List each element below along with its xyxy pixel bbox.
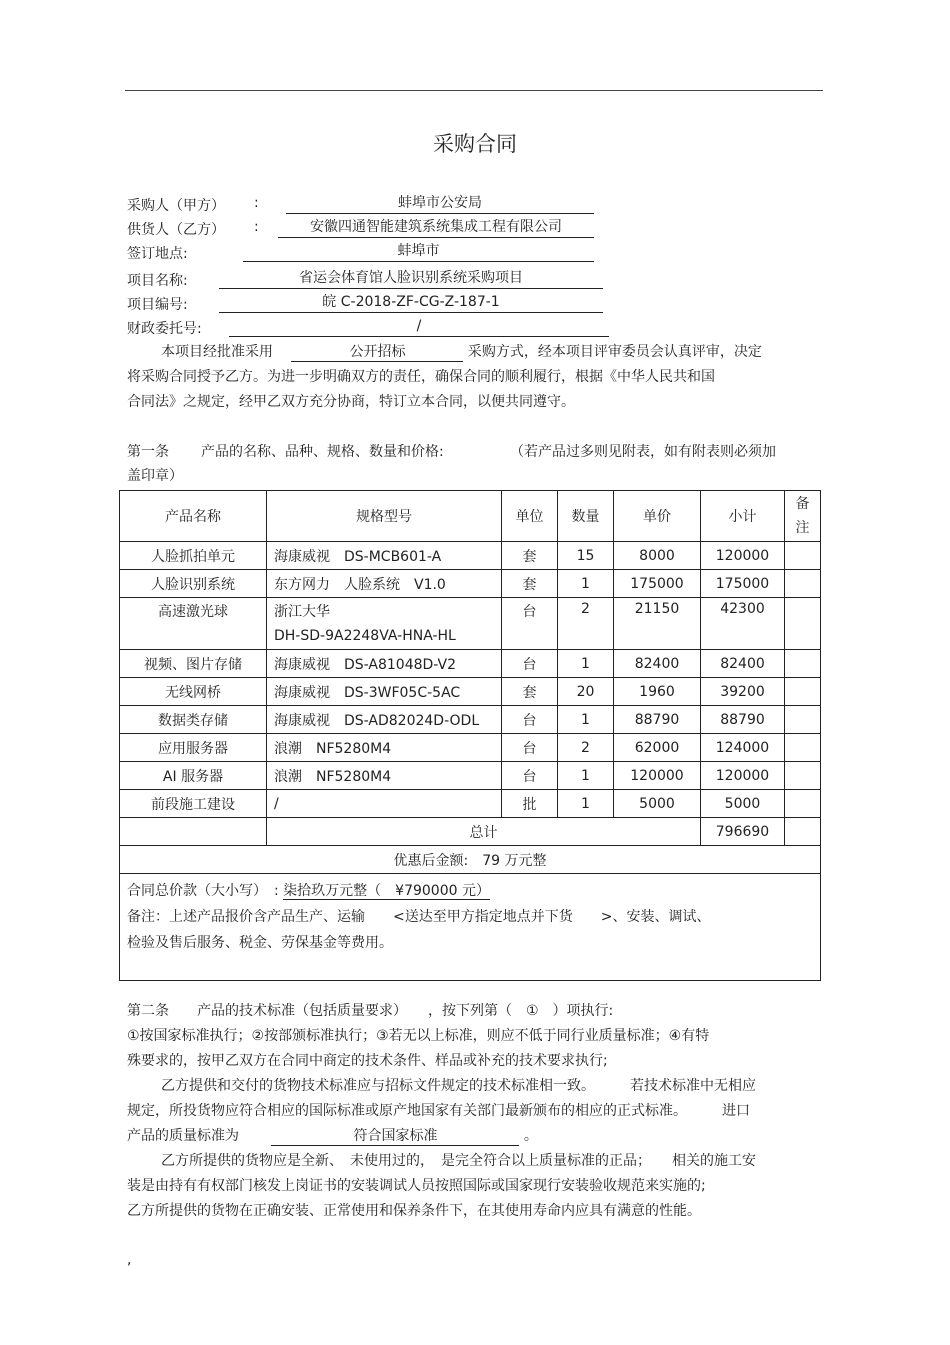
table-row: [120, 762, 821, 790]
cell-spec: /: [267, 790, 502, 818]
contract-total-label: 合同总价款（大小写） :: [127, 883, 279, 899]
cell-qty: 2: [558, 598, 614, 650]
goods-table: [119, 490, 821, 981]
discount-amount: 优惠后金额: 79 万元整: [120, 846, 821, 874]
cell-qty: 1: [558, 706, 614, 734]
cell-name: 数据类存储: [120, 706, 267, 734]
cell-qty: 1: [558, 650, 614, 678]
cell-subtotal: 39200: [701, 678, 785, 706]
table-row: [120, 598, 821, 650]
table-row: [120, 650, 821, 678]
article2-line-9: 乙方所提供的货物在正确安装、正常使用和保养条件下，在其使用寿命内应具有满意的性能。: [127, 1203, 701, 1219]
col-header-price: 单价: [614, 491, 701, 542]
field-value-place: 蚌埠市: [243, 241, 594, 262]
col-header-subtotal: 小计: [701, 491, 785, 542]
cell-subtotal: 5000: [701, 790, 785, 818]
article2-line-7: 乙方所提供的货物应是全新、 未使用过的， 是完全符合以上质量标准的正品； 相关的施工安: [161, 1153, 756, 1169]
price-notes: [120, 874, 821, 981]
cell-qty: 20: [558, 678, 614, 706]
standard-end: 。: [523, 1128, 538, 1144]
cell-unit: 套: [502, 678, 558, 706]
cell-subtotal: 175000: [701, 570, 785, 598]
cell-unit: 台: [502, 762, 558, 790]
cell-name: 人脸识别系统: [120, 570, 267, 598]
table-row: [120, 734, 821, 762]
cell-spec: 浪潮 NF5280M4: [267, 734, 502, 762]
cell-name: 应用服务器: [120, 734, 267, 762]
cell-price: 1960: [614, 678, 701, 706]
cell-subtotal: 120000: [701, 762, 785, 790]
cell-qty: 1: [558, 762, 614, 790]
standard-label: 产品的质量标准为: [127, 1128, 239, 1144]
intro-post: 采购方式，经本项目评审委员会认真评审，决定: [467, 344, 762, 360]
cell-unit: 套: [502, 570, 558, 598]
cell-qty: 15: [558, 542, 614, 570]
cell-spec-line2: DH-SD-9A2248VA-HNA-HL: [274, 627, 456, 644]
article1-text: 产品的名称、品种、规格、数量和价格:: [201, 444, 444, 460]
contract-total-value: 柒拾玖万元整（ ¥790000 元）: [283, 883, 490, 899]
cell-unit: 台: [502, 706, 558, 734]
intro-line-1: [161, 340, 762, 365]
table-row: [120, 706, 821, 734]
intro-line-2: 将采购合同授予乙方。为进一步明确双方的责任，确保合同的顺利履行，根据《中华人民共和国: [127, 369, 715, 385]
table-row: [120, 542, 821, 570]
field-colon: :: [254, 219, 259, 235]
cell-spec: 海康威视 DS-AD82024D-ODL: [267, 706, 502, 734]
cell-name: 前段施工建设: [120, 790, 267, 818]
cell-price: 120000: [614, 762, 701, 790]
cell-remark: [785, 650, 821, 678]
remark-char-1: 备: [795, 496, 810, 512]
field-value-project-no: 皖 C-2018-ZF-CG-Z-187-1: [219, 292, 603, 313]
field-label-supplier: 供货人（乙方）: [127, 222, 225, 238]
discount-row: [120, 846, 821, 874]
footer-mark: ,: [127, 1252, 132, 1268]
cell-spec: 海康威视 DS-3WF05C-5AC: [267, 678, 502, 706]
cell-name: 高速激光球: [120, 598, 267, 650]
intro-line-3: 合同法》之规定，经甲乙双方充分协商，特订立本合同，以便共同遵守。: [127, 394, 575, 410]
article1-heading: 第一条: [127, 444, 169, 460]
remark-line-1: 备注：上述产品报价含产品生产、运输 <送达至甲方指定地点并下货 >、安装、调试、: [127, 909, 711, 925]
cell-remark: [785, 818, 821, 846]
field-value-supplier: 安徽四通智能建筑系统集成工程有限公司: [278, 217, 594, 238]
cell-name: 视频、图片存储: [120, 650, 267, 678]
cell-unit: 台: [502, 734, 558, 762]
cell-subtotal: 88790: [701, 706, 785, 734]
cell-price: 8000: [614, 542, 701, 570]
cell-price: 62000: [614, 734, 701, 762]
cell-subtotal: 124000: [701, 734, 785, 762]
field-label-finance-no: 财政委托号:: [127, 321, 202, 337]
cell-unit: 台: [502, 650, 558, 678]
remark-char-2: 注: [795, 520, 810, 536]
cell-spec: 海康威视 DS-A81048D-V2: [267, 650, 502, 678]
article1-note-cont: 盖印章）: [127, 468, 183, 484]
article2-line-3: 殊要求的，按甲乙双方在合同中商定的技术条件、样品或补充的技术要求执行;: [127, 1053, 608, 1069]
field-value-finance-no: /: [229, 316, 609, 337]
table-row: [120, 790, 821, 818]
article2-line-2: ①按国家标准执行；②按部颁标准执行；③若无以上标准，则应不低于同行业质量标准；④有特: [127, 1028, 710, 1044]
cell-subtotal: 42300: [701, 598, 785, 650]
cell-qty: 2: [558, 734, 614, 762]
cell-spec: 海康威视 DS-MCB601-A: [267, 542, 502, 570]
intro-method: 公开招标: [291, 343, 463, 362]
cell-remark: [785, 734, 821, 762]
col-header-unit: 单位: [502, 491, 558, 542]
cell-name: 无线网桥: [120, 678, 267, 706]
cell-spec: 东方网力 人脸系统 V1.0: [267, 570, 502, 598]
cell-subtotal: 120000: [701, 542, 785, 570]
price-notes-row: [120, 874, 821, 981]
cell-spec: 浪潮 NF5280M4: [267, 762, 502, 790]
cell-remark: [785, 706, 821, 734]
cell-qty: 1: [558, 570, 614, 598]
article1-note: （若产品过多则见附表，如有附表则必须加: [510, 444, 776, 460]
cell-qty: 1: [558, 790, 614, 818]
field-label-place: 签订地点:: [127, 246, 188, 262]
cell-unit: 批: [502, 790, 558, 818]
cell-spec: [267, 598, 502, 650]
total-label: 总计: [267, 818, 701, 846]
col-header-remark: [785, 491, 821, 542]
col-header-spec: 规格型号: [267, 491, 502, 542]
field-value-buyer: 蚌埠市公安局: [286, 193, 594, 214]
cell-price: 21150: [614, 598, 701, 650]
page-title: 采购合同: [433, 132, 517, 156]
cell-unit: 套: [502, 542, 558, 570]
standard-value: 符合国家标准: [271, 1127, 519, 1146]
cell-name: AI 服务器: [120, 762, 267, 790]
cell-price: 88790: [614, 706, 701, 734]
remark-line-2: 检验及售后服务、税金、劳保基金等费用。: [127, 935, 393, 951]
total-row: [120, 818, 821, 846]
cell-remark: [785, 570, 821, 598]
col-header-qty: 数量: [558, 491, 614, 542]
cell-remark: [785, 790, 821, 818]
field-colon: :: [254, 195, 259, 211]
cell-price: 175000: [614, 570, 701, 598]
intro-pre: 本项目经批准采用: [161, 344, 273, 360]
article2-line-6: [127, 1124, 538, 1149]
field-value-project-name: 省运会体育馆人脸识别系统采购项目: [219, 268, 603, 289]
col-header-name: 产品名称: [120, 491, 267, 542]
cell-empty: [120, 818, 267, 846]
cell-spec-line1: 浙江大华: [274, 603, 330, 620]
cell-name: 人脸抓拍单元: [120, 542, 267, 570]
table-row: [120, 570, 821, 598]
field-label-project-no: 项目编号:: [127, 297, 188, 313]
article2-line-4: 乙方提供和交付的货物技术标准应与招标文件规定的技术标准相一致。 若技术标准中无相应: [161, 1078, 756, 1094]
cell-remark: [785, 762, 821, 790]
article2-line-8: 装是由持有有权部门核发上岗证书的安装调试人员按照国际或国家现行安装验收规范来实施的;: [127, 1178, 706, 1194]
cell-remark: [785, 542, 821, 570]
cell-price: 82400: [614, 650, 701, 678]
field-label-project-name: 项目名称:: [127, 273, 188, 289]
cell-subtotal: 82400: [701, 650, 785, 678]
cell-price: 5000: [614, 790, 701, 818]
field-label-buyer: 采购人（甲方）: [127, 198, 225, 214]
total-value: 796690: [701, 818, 785, 846]
table-row: [120, 678, 821, 706]
cell-remark: [785, 678, 821, 706]
table-header-row: [120, 491, 821, 542]
article2-line-5: 规定，所投货物应符合相应的国际标准或原产地国家有关部门最新颁布的相应的正式标准。 进口: [127, 1103, 750, 1119]
article2-line-1: 第二条 产品的技术标准（包括质量要求） ，按下列第（ ① ）项执行:: [127, 1003, 614, 1019]
cell-unit: 台: [502, 598, 558, 650]
cell-remark: [785, 598, 821, 650]
header-rule: [125, 90, 823, 91]
